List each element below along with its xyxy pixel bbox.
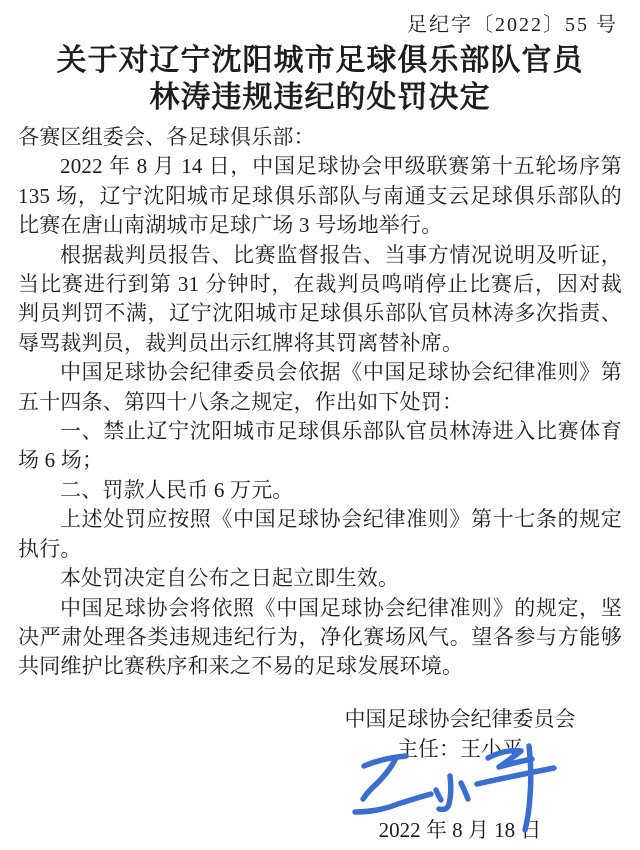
document-title-line-2: 林涛违规违纪的处罚决定 [149, 81, 491, 114]
body-paragraph-effective-date: 本处罚决定自公布之日起立即生效。 [60, 566, 400, 591]
document-number: 足纪字〔2022〕55 号 [407, 14, 618, 36]
document-date: 2022 年 8 月 18 日 [378, 817, 542, 842]
body-paragraph-legal-basis: 中国足球协会纪律委员会依据《中国足球协会纪律准则》第五十四条、第四十八条之规定，作出如下处罚： [18, 360, 622, 414]
body-paragraph-closing: 中国足球协会将依照《中国足球协会纪律准则》的规定，坚决严肃处理各类违规违纪行为，净化赛场风气。望各参与方能够共同维护比赛秩序和来之不易的足球发展环境。 [18, 595, 622, 679]
signatory-title-and-name: 主任：王小平 [397, 736, 523, 761]
body-paragraph-penalty-1: 一、禁止辽宁沈阳城市足球俱乐部队官员林涛进入比赛体育场 6 场； [18, 419, 622, 473]
document-title-line-1: 关于对辽宁沈阳城市足球俱乐部队官员 [56, 44, 584, 77]
salutation: 各赛区组委会、各足球俱乐部： [18, 125, 315, 149]
body-paragraph-execution: 上述处罚应按照《中国足球协会纪律准则》第十七条的规定执行。 [18, 507, 622, 561]
issuer-name: 中国足球协会纪律委员会 [344, 706, 576, 731]
document-body [18, 123, 622, 682]
signature-block [270, 704, 640, 844]
document-title [18, 42, 622, 116]
body-paragraph-penalty-2: 二、罚款人民币 6 万元。 [60, 477, 294, 502]
body-paragraph-incident: 根据裁判员报告、比赛监督报告、当事方情况说明及听证，当比赛进行到第 31 分钟时，在裁判员鸣哨停止比赛后，因对裁判员判罚不满，辽宁沈阳城市足球俱乐部队官员林涛多次指责、辱骂裁判员，裁判员出示红牌将其罚离替补席。 [18, 242, 622, 355]
body-paragraph-match-info: 2022 年 8 月 14 日，中国足球协会甲级联赛第十五轮场序第 135 场，辽宁沈阳城市足球俱乐部队与南通支云足球俱乐部队的比赛在唐山南湖城市足球广场 3 号场地举行。 [18, 154, 622, 238]
